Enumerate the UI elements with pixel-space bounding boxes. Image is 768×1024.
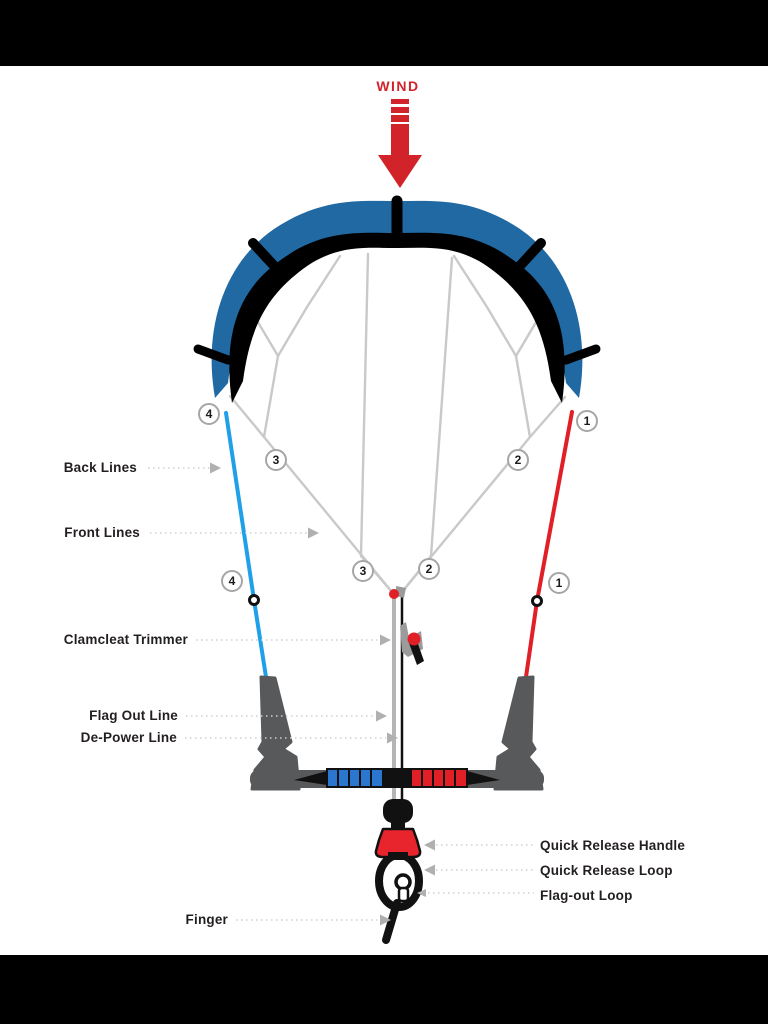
back-line-right-red xyxy=(526,412,572,677)
marker-kite-left-mid: 3 xyxy=(265,449,287,471)
back-line-knot-right xyxy=(533,597,542,606)
clamcleat-trimmer-graphic xyxy=(400,622,424,665)
marker-bar-inner-right: 2 xyxy=(418,558,440,580)
label-quick-release-handle: Quick Release Handle xyxy=(540,838,686,853)
bar-center-block xyxy=(383,768,411,788)
marker-kite-right-tip: 1 xyxy=(576,410,598,432)
label-finger: Finger xyxy=(185,912,228,927)
line-junction-dot xyxy=(389,589,399,599)
bridle-lines xyxy=(230,254,565,592)
bar-grip-red xyxy=(411,769,467,787)
marker-kite-right-mid: 2 xyxy=(507,449,529,471)
bar-stopper-ball xyxy=(383,799,413,823)
kite-canopy xyxy=(198,201,596,403)
label-flag-out-line: Flag Out Line xyxy=(89,708,178,723)
marker-bar-inner-left: 3 xyxy=(352,560,374,582)
callout-leaders xyxy=(148,468,534,920)
label-quick-release-loop: Quick Release Loop xyxy=(540,863,673,878)
flag-out-loop-graphic xyxy=(396,875,410,901)
label-de-power-line: De-Power Line xyxy=(80,730,177,745)
label-back-lines: Back Lines xyxy=(63,460,137,475)
wind-label: WIND xyxy=(376,78,420,94)
back-line-left-blue xyxy=(226,413,266,677)
control-bar xyxy=(250,768,544,788)
label-flag-out-loop: Flag-out Loop xyxy=(540,888,633,903)
marker-bar-outer-right: 1 xyxy=(548,572,570,594)
label-clamcleat-trimmer: Clamcleat Trimmer xyxy=(63,632,188,647)
wind-arrow-icon xyxy=(378,99,422,188)
label-front-lines: Front Lines xyxy=(64,525,140,540)
back-line-knot-left xyxy=(250,596,259,605)
marker-kite-left-tip: 4 xyxy=(198,403,220,425)
bar-grip-blue xyxy=(327,769,383,787)
marker-bar-outer-left: 4 xyxy=(221,570,243,592)
